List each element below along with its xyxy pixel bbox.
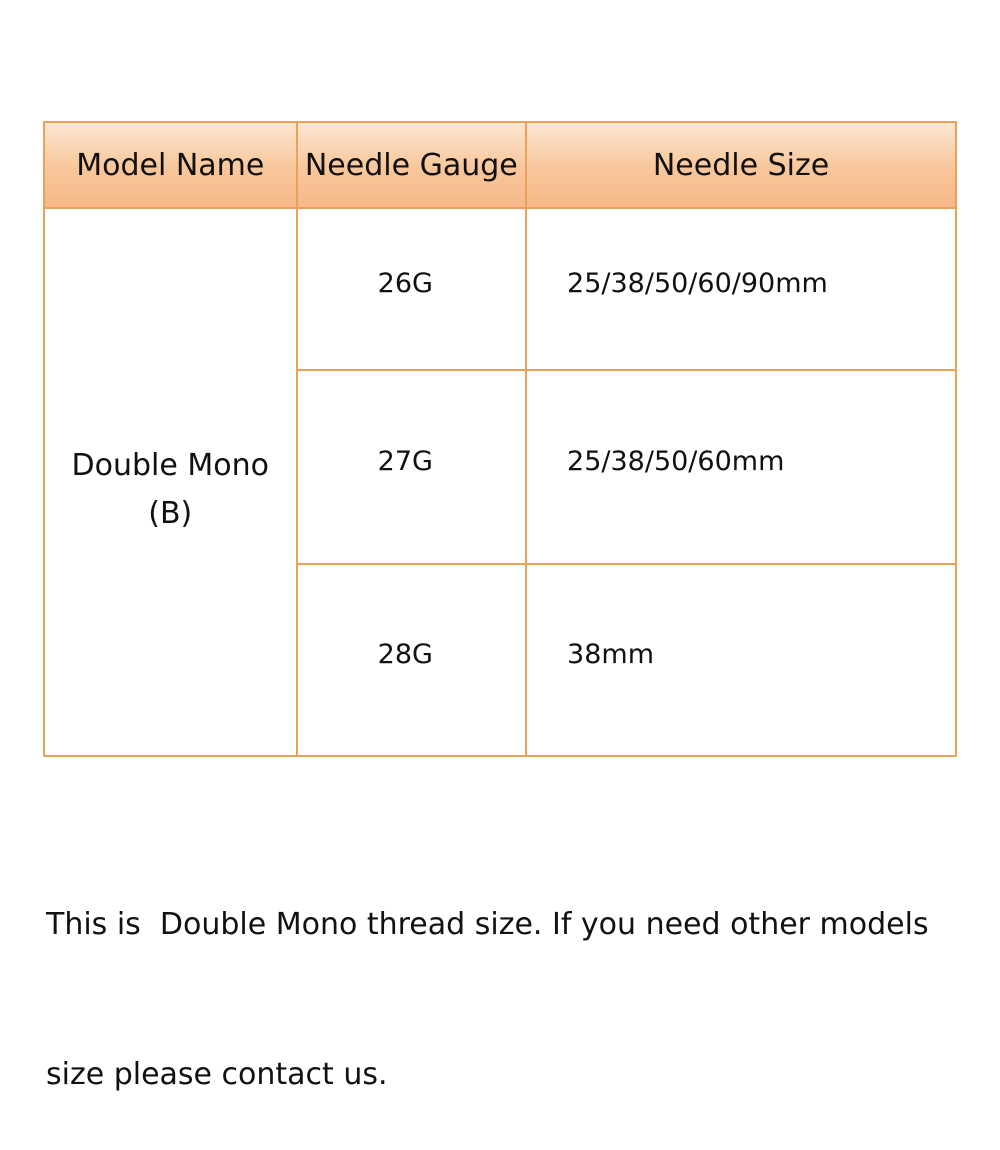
contact-note — [46, 800, 996, 1150]
gauge-cell: 28G — [297, 564, 527, 756]
header-model-name: Model Name — [44, 122, 297, 208]
table-row — [44, 208, 956, 370]
contact-note-line-2: size please contact us. — [46, 1057, 388, 1092]
contact-note-line-1: This is Double Mono thread size. If you need other models — [46, 907, 929, 942]
gauge-cell: 27G — [297, 370, 527, 564]
needle-spec-table — [43, 121, 957, 757]
model-name-line-2: (B) — [148, 496, 193, 531]
size-cell: 38mm — [526, 564, 956, 756]
size-cell: 25/38/50/60mm — [526, 370, 956, 564]
header-needle-size: Needle Size — [526, 122, 956, 208]
gauge-cell: 26G — [297, 208, 527, 370]
table-header-row — [44, 122, 956, 208]
model-name-cell — [44, 208, 297, 756]
size-cell: 25/38/50/60/90mm — [526, 208, 956, 370]
model-name-line-1: Double Mono — [71, 448, 269, 483]
header-needle-gauge: Needle Gauge — [297, 122, 527, 208]
